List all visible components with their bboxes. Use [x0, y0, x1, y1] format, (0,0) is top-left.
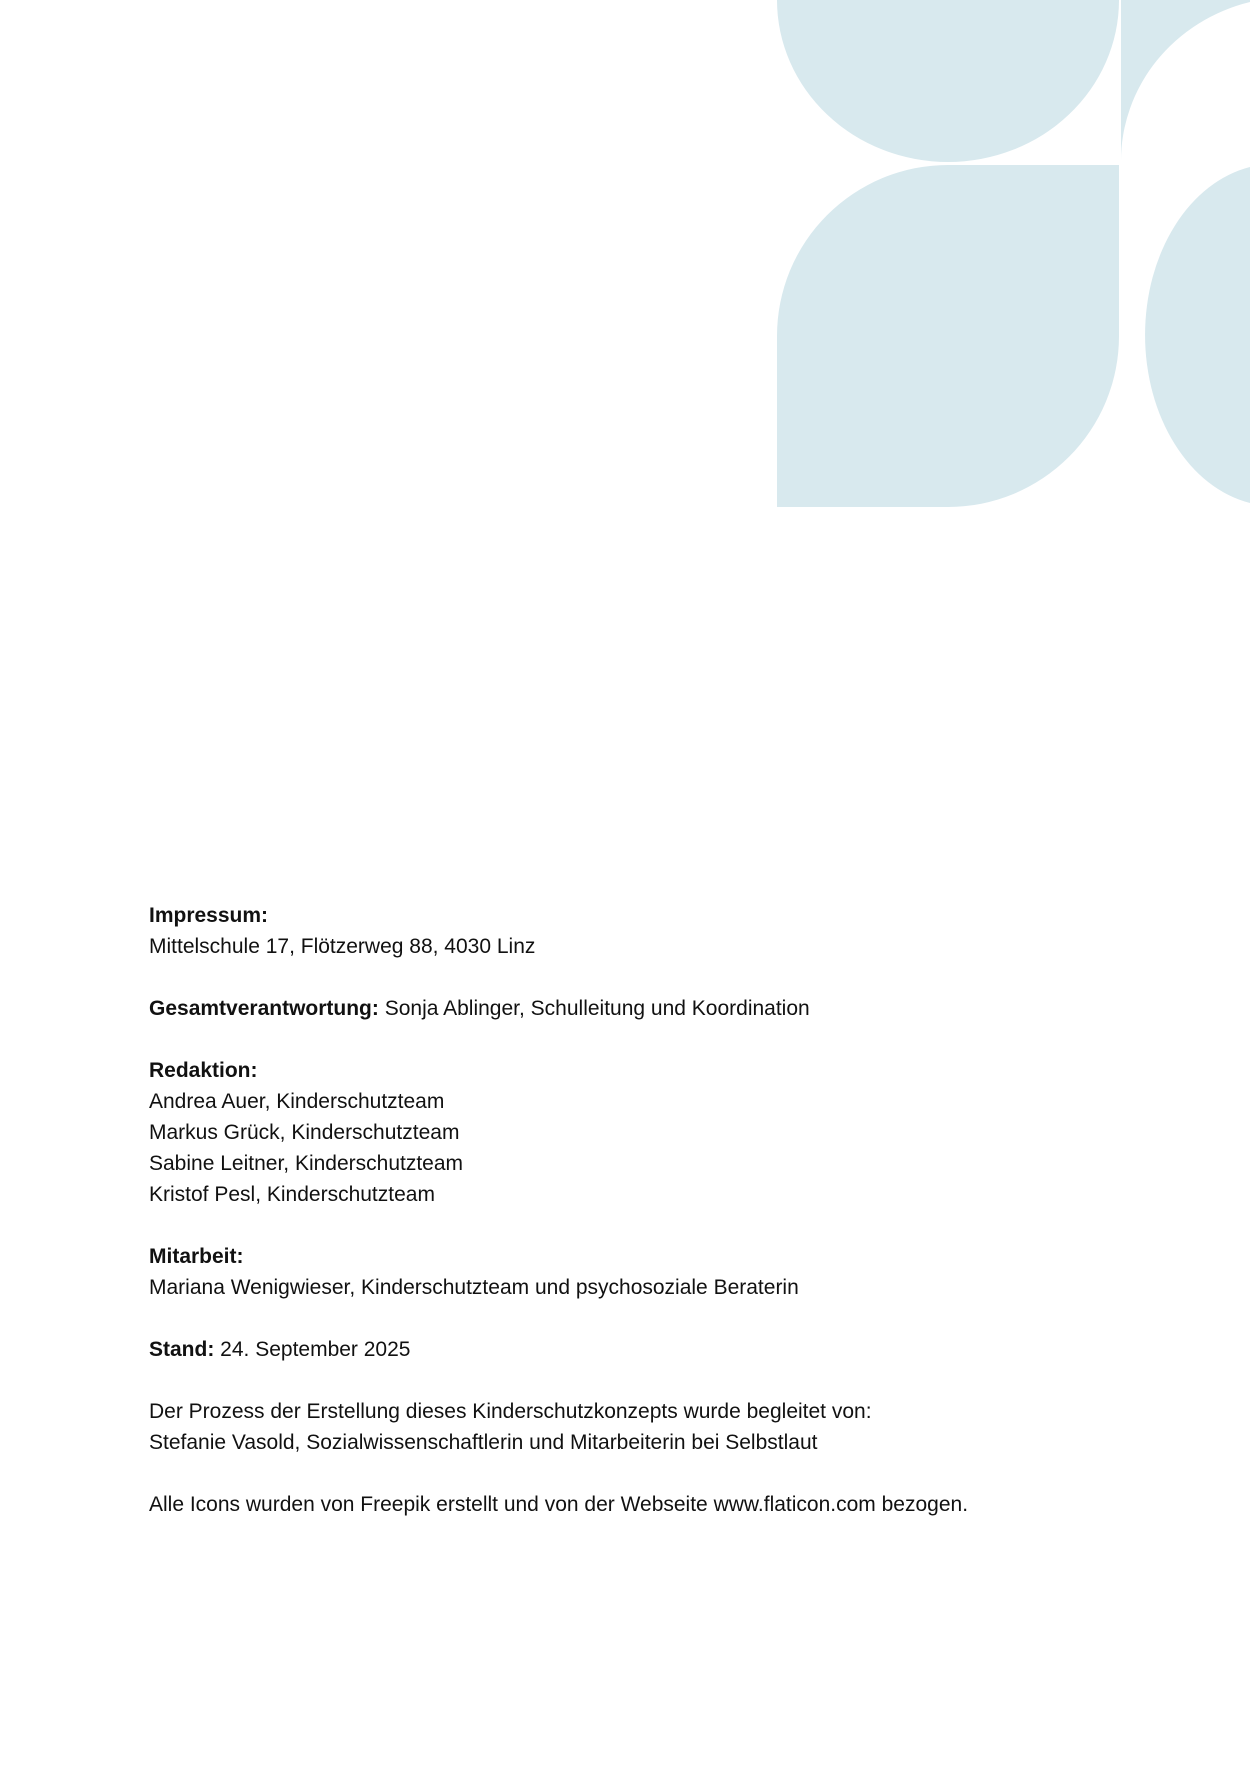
redaktion-block — [149, 1055, 1149, 1210]
decor-shape-half-circle — [777, 0, 1119, 162]
impressum-content — [149, 900, 1149, 1551]
impressum-heading: Impressum: — [149, 904, 269, 927]
prozess-block — [149, 1396, 1149, 1458]
prozess-line-1: Der Prozess der Erstellung dieses Kinderschutzkonzepts wurde begleitet von: — [149, 1400, 872, 1423]
redaktion-member: Markus Grück, Kinderschutzteam — [149, 1121, 460, 1144]
decor-shape-leaf — [777, 165, 1119, 507]
impressum-block — [149, 900, 1149, 962]
stand-label: Stand: — [149, 1338, 215, 1361]
impressum-address: Mittelschule 17, Flötzerweg 88, 4030 Linz — [149, 935, 536, 958]
redaktion-heading: Redaktion: — [149, 1059, 258, 1082]
gesamtverantwortung-block — [149, 993, 1149, 1024]
gesamtverantwortung-value: Sonja Ablinger, Schulleitung und Koordination — [384, 997, 810, 1020]
mitarbeit-member: Mariana Wenigwieser, Kinderschutzteam und psychosoziale Beraterin — [149, 1276, 799, 1299]
gesamtverantwortung-label: Gesamtverantwortung: — [149, 997, 379, 1020]
mitarbeit-heading: Mitarbeit: — [149, 1245, 244, 1268]
icons-credit: Alle Icons wurden von Freepik erstellt und von der Webseite www.flaticon.com bezogen. — [149, 1493, 969, 1516]
redaktion-member: Kristof Pesl, Kinderschutzteam — [149, 1183, 435, 1206]
decor-shape-quarter-top — [1121, 0, 1250, 162]
redaktion-member: Sabine Leitner, Kinderschutzteam — [149, 1152, 464, 1175]
prozess-line-2: Stefanie Vasold, Sozialwissenschaftlerin und Mitarbeiterin bei Selbstlaut — [149, 1431, 818, 1454]
redaktion-member: Andrea Auer, Kinderschutzteam — [149, 1090, 445, 1113]
icons-credit-block — [149, 1489, 1149, 1520]
stand-value: 24. September 2025 — [220, 1338, 411, 1361]
stand-block — [149, 1334, 1149, 1365]
mitarbeit-block — [149, 1241, 1149, 1303]
decor-shape-semicircle — [1145, 167, 1250, 503]
